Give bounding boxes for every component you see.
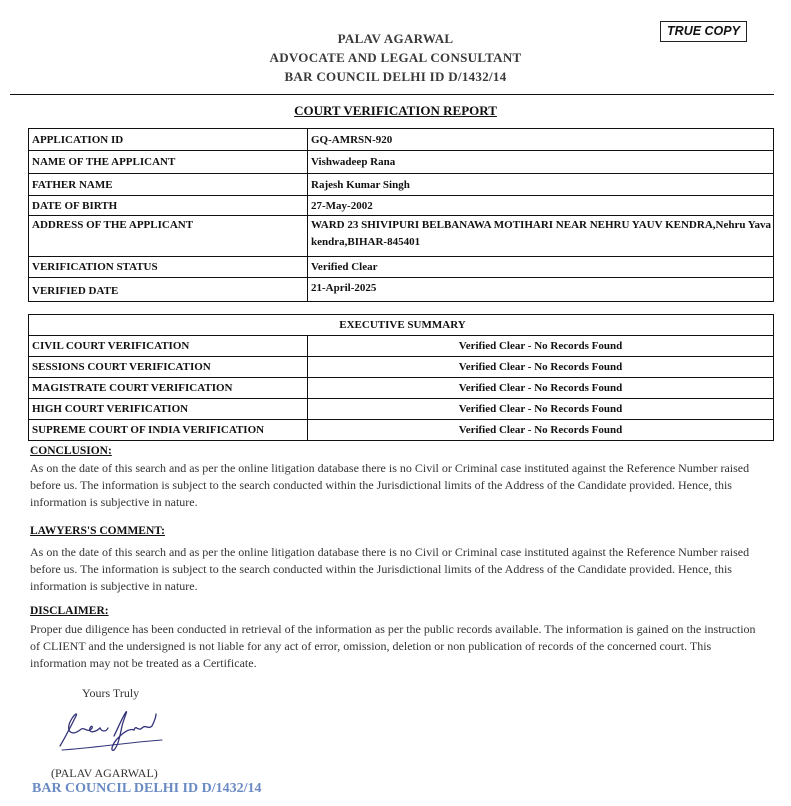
true-copy-stamp: TRUE COPY (660, 21, 747, 42)
row-label: ADDRESS OF THE APPLICANT (29, 216, 308, 257)
row-value: Rajesh Kumar Singh (308, 174, 774, 196)
executive-summary-table (28, 314, 774, 441)
table-row (29, 216, 774, 257)
conclusion-heading: CONCLUSION: (30, 445, 112, 457)
table-row (29, 278, 774, 302)
row-label: SUPREME COURT OF INDIA VERIFICATION (29, 420, 308, 441)
row-value: Verified Clear - No Records Found (308, 420, 774, 441)
lawyer-comment-heading: LAWYERS'S COMMENT: (30, 525, 165, 537)
row-label: CIVIL COURT VERIFICATION (29, 336, 308, 357)
row-label: MAGISTRATE COURT VERIFICATION (29, 378, 308, 399)
table-row (29, 399, 774, 420)
row-label: APPLICATION ID (29, 129, 308, 151)
row-value: Verified Clear - No Records Found (308, 399, 774, 420)
row-value: WARD 23 SHIVIPURI BELBANAWA MOTIHARI NEAR NEHRU YAUV KENDRA,Nehru Yava kendra,BIHAR-845401 (308, 216, 774, 257)
row-value: Verified Clear (308, 257, 774, 278)
advocate-title: ADVOCATE AND LEGAL CONSULTANT (269, 50, 522, 65)
advocate-name: PALAV AGARWAL (337, 31, 454, 46)
summary-heading: EXECUTIVE SUMMARY (29, 315, 774, 336)
row-label: FATHER NAME (29, 174, 308, 196)
table-row (29, 196, 774, 216)
row-label: VERIFICATION STATUS (29, 257, 308, 278)
table-row (29, 357, 774, 378)
row-value: 27-May-2002 (308, 196, 774, 216)
disclaimer-heading: DISCLAIMER: (30, 605, 109, 617)
row-label: HIGH COURT VERIFICATION (29, 399, 308, 420)
row-label: VERIFIED DATE (29, 278, 308, 302)
closing-text: Yours Truly (82, 686, 140, 700)
table-row (29, 315, 774, 336)
table-row (29, 378, 774, 399)
row-value: Vishwadeep Rana (308, 151, 774, 174)
row-label: SESSIONS COURT VERIFICATION (29, 357, 308, 378)
row-label: DATE OF BIRTH (29, 196, 308, 216)
lawyer-comment-text: As on the date of this search and as per the online litigation database there is no Civil or Criminal case instituted against the Reference Number raised before us. The information is subject to the search conducted within the Jurisdictional limits of the Address of the Candidate provided. Hence, this information is subjective in nature. (30, 545, 750, 593)
row-value: 21-April-2025 (308, 278, 774, 302)
table-row (29, 129, 774, 151)
signature-icon (52, 706, 167, 754)
row-value: Verified Clear - No Records Found (308, 336, 774, 357)
conclusion-text: As on the date of this search and as per the online litigation database there is no Civil or Criminal case instituted against the Reference Number raised before us. The information is subject to the search conducted within the Jurisdictional limits of the Address of the Candidate provided. Hence, this information is subjective in nature. (30, 461, 750, 509)
signatory-name: (PALAV AGARWAL) (51, 766, 158, 780)
table-row (29, 257, 774, 278)
report-title: COURT VERIFICATION REPORT (294, 103, 497, 118)
row-value: GQ-AMRSN-920 (308, 129, 774, 151)
header-divider (10, 94, 774, 95)
row-label: NAME OF THE APPLICANT (29, 151, 308, 174)
table-row (29, 336, 774, 357)
advocate-bar-id: BAR COUNCIL DELHI ID D/1432/14 (284, 69, 507, 84)
signatory-bar-id: BAR COUNCIL DELHI ID D/1432/14 (32, 781, 262, 796)
table-row (29, 420, 774, 441)
row-value: Verified Clear - No Records Found (308, 378, 774, 399)
table-row (29, 151, 774, 174)
row-value: Verified Clear - No Records Found (308, 357, 774, 378)
disclaimer-text: Proper due diligence has been conducted in retrieval of the information as per the public records available. The information is gained on the instruction of CLIENT and the undersigned is not liable for any act of error, omission, deletion or non publication of records of the concerned court. This information may not be treated as a Certificate. (30, 622, 756, 670)
applicant-details-table (28, 128, 774, 302)
table-row (29, 174, 774, 196)
